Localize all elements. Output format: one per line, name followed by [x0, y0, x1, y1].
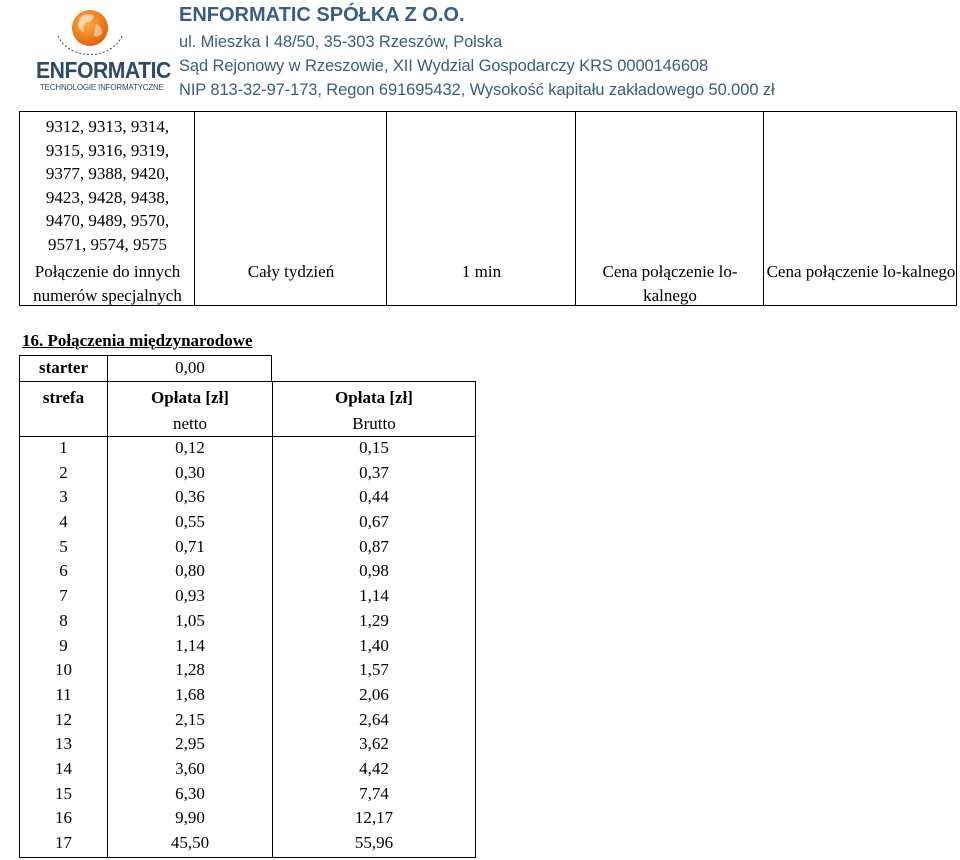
zone-cell: 5 — [59, 536, 68, 556]
special-number-codes — [20, 115, 195, 256]
netto-cell: 1,14 — [175, 635, 205, 655]
unit-cell: 1 min — [461, 262, 502, 281]
codes-line: 9377, 9388, 9420, — [45, 164, 170, 183]
zone-cell: 13 — [55, 734, 72, 754]
header-fee-netto: Opłata [zł] — [151, 388, 229, 407]
company-court: Sąd Rejonowy w Rzeszowie, XII Wydzial Gospodarczy KRS 0000146608 — [179, 57, 709, 75]
starter-label: starter — [38, 358, 89, 377]
codes-line: 9312, 9313, 9314, — [45, 117, 170, 136]
brutto-cell: 0,15 — [359, 438, 389, 457]
brutto-cell: 1,29 — [359, 610, 389, 630]
netto-cell: 1,05 — [175, 610, 205, 630]
netto-cell: 0,80 — [175, 561, 205, 581]
brutto-cell: 1,14 — [359, 586, 389, 606]
netto-cell: 45,50 — [170, 833, 210, 852]
zone-cell: 9 — [59, 635, 68, 655]
zone-cell: 14 — [55, 758, 72, 778]
company-name: ENFORMATIC SPÓŁKA Z O.O. — [179, 4, 465, 26]
international-rates-table — [19, 381, 476, 858]
table-row — [20, 610, 475, 635]
zone-cell: 1 — [59, 438, 68, 457]
table-row — [20, 560, 475, 585]
table-row — [20, 733, 475, 758]
zone-cell: 15 — [55, 783, 72, 803]
brutto-cell: 4,42 — [359, 758, 389, 778]
netto-cell: 0,55 — [175, 512, 205, 532]
codes-line: 9571, 9574, 9575 — [48, 234, 167, 254]
codes-line: 9423, 9428, 9438, — [45, 187, 170, 207]
zone-cell: 12 — [55, 709, 72, 729]
brutto-cell: 3,62 — [359, 734, 389, 754]
netto-cell: 0,93 — [175, 586, 205, 606]
table-row — [20, 511, 475, 536]
table-row — [20, 783, 475, 808]
company-address: ul. Mieszka I 48/50, 35-303 Rzeszów, Polska — [179, 33, 503, 51]
brutto-cell: 2,64 — [359, 709, 389, 729]
brutto-cell: 0,87 — [359, 536, 389, 556]
logo-subtitle: TECHNOLOGIE INFORMATYCZNE — [40, 83, 164, 92]
table-row — [20, 462, 475, 487]
brutto-cell: 0,44 — [359, 487, 389, 507]
zone-cell: 8 — [59, 610, 68, 630]
netto-cell: 0,30 — [175, 462, 205, 482]
netto-cell: 0,36 — [175, 487, 205, 507]
netto-cell: 2,15 — [175, 709, 205, 729]
brutto-cell: 1,57 — [359, 660, 389, 680]
special-numbers-table — [19, 111, 957, 306]
table-row — [20, 536, 475, 561]
zone-cell: 6 — [59, 561, 68, 581]
service-label: Połączenie do innych numerów specjalnych — [33, 262, 182, 305]
period-cell: Cały tydzień — [247, 262, 335, 281]
netto-cell: 9,90 — [175, 808, 205, 828]
table-subheader-row — [20, 412, 475, 437]
company-logo — [30, 2, 171, 98]
table-row — [20, 832, 475, 857]
starter-row — [19, 355, 272, 381]
codes-line: 9470, 9489, 9570, — [45, 211, 170, 230]
netto-cell: 1,28 — [175, 660, 205, 680]
table-row — [20, 807, 475, 832]
zone-cell: 11 — [55, 684, 72, 704]
brutto-cell: 2,06 — [359, 684, 389, 704]
header-fee-brutto: Opłata [zł] — [335, 388, 413, 407]
zone-cell: 16 — [55, 808, 72, 828]
zone-cell: 4 — [59, 512, 68, 532]
brutto-cell: 0,98 — [359, 561, 389, 581]
zone-cell: 17 — [55, 833, 72, 852]
brutto-cell: 7,74 — [359, 783, 389, 803]
brutto-cell: 55,96 — [354, 833, 394, 852]
table-row — [20, 684, 475, 709]
table-row — [20, 758, 475, 783]
netto-cell: 6,30 — [175, 783, 205, 803]
netto-cell: 0,12 — [175, 438, 205, 457]
company-header — [179, 4, 775, 102]
netto-cell: 2,95 — [175, 734, 205, 754]
table-row — [20, 709, 475, 734]
subheader-netto: netto — [173, 414, 207, 433]
brutto-cell: 0,37 — [359, 462, 389, 482]
netto-cell: 1,68 — [175, 684, 205, 704]
codes-line: 9315, 9316, 9319, — [45, 140, 170, 160]
zone-cell: 2 — [59, 462, 68, 482]
table-header-row — [20, 382, 475, 412]
zone-cell: 10 — [55, 660, 72, 680]
table-row — [20, 437, 475, 462]
zone-cell: 3 — [59, 487, 68, 507]
netto-cell: 0,71 — [175, 536, 205, 556]
table-row — [20, 486, 475, 511]
starter-value: 0,00 — [175, 358, 205, 377]
brutto-cell: 0,67 — [359, 512, 389, 532]
brutto-cell: 12,17 — [354, 808, 394, 828]
netto-cell: 3,60 — [175, 758, 205, 778]
table-row — [20, 659, 475, 684]
company-tax-info: NIP 813-32-97-173, Regon 691695432, Wysokość kapitału zakładowego 50.000 zł — [179, 81, 775, 99]
price-brutto-cell: Cena połączenie lo-kalnego — [766, 262, 956, 281]
price-netto-cell: Cena połączenie lo-kalnego — [602, 262, 738, 305]
table-row — [20, 585, 475, 610]
rate-rows — [20, 437, 475, 857]
header-zone: strefa — [42, 388, 85, 407]
zone-cell: 7 — [59, 586, 68, 606]
section-title: 16. Połączenia międzynarodowe — [22, 331, 253, 350]
brutto-cell: 1,40 — [359, 635, 389, 655]
table-row — [20, 635, 475, 660]
logo-name: ENFORMATIC — [36, 57, 171, 83]
globe-logo-icon — [50, 2, 130, 58]
subheader-brutto: Brutto — [352, 414, 396, 433]
